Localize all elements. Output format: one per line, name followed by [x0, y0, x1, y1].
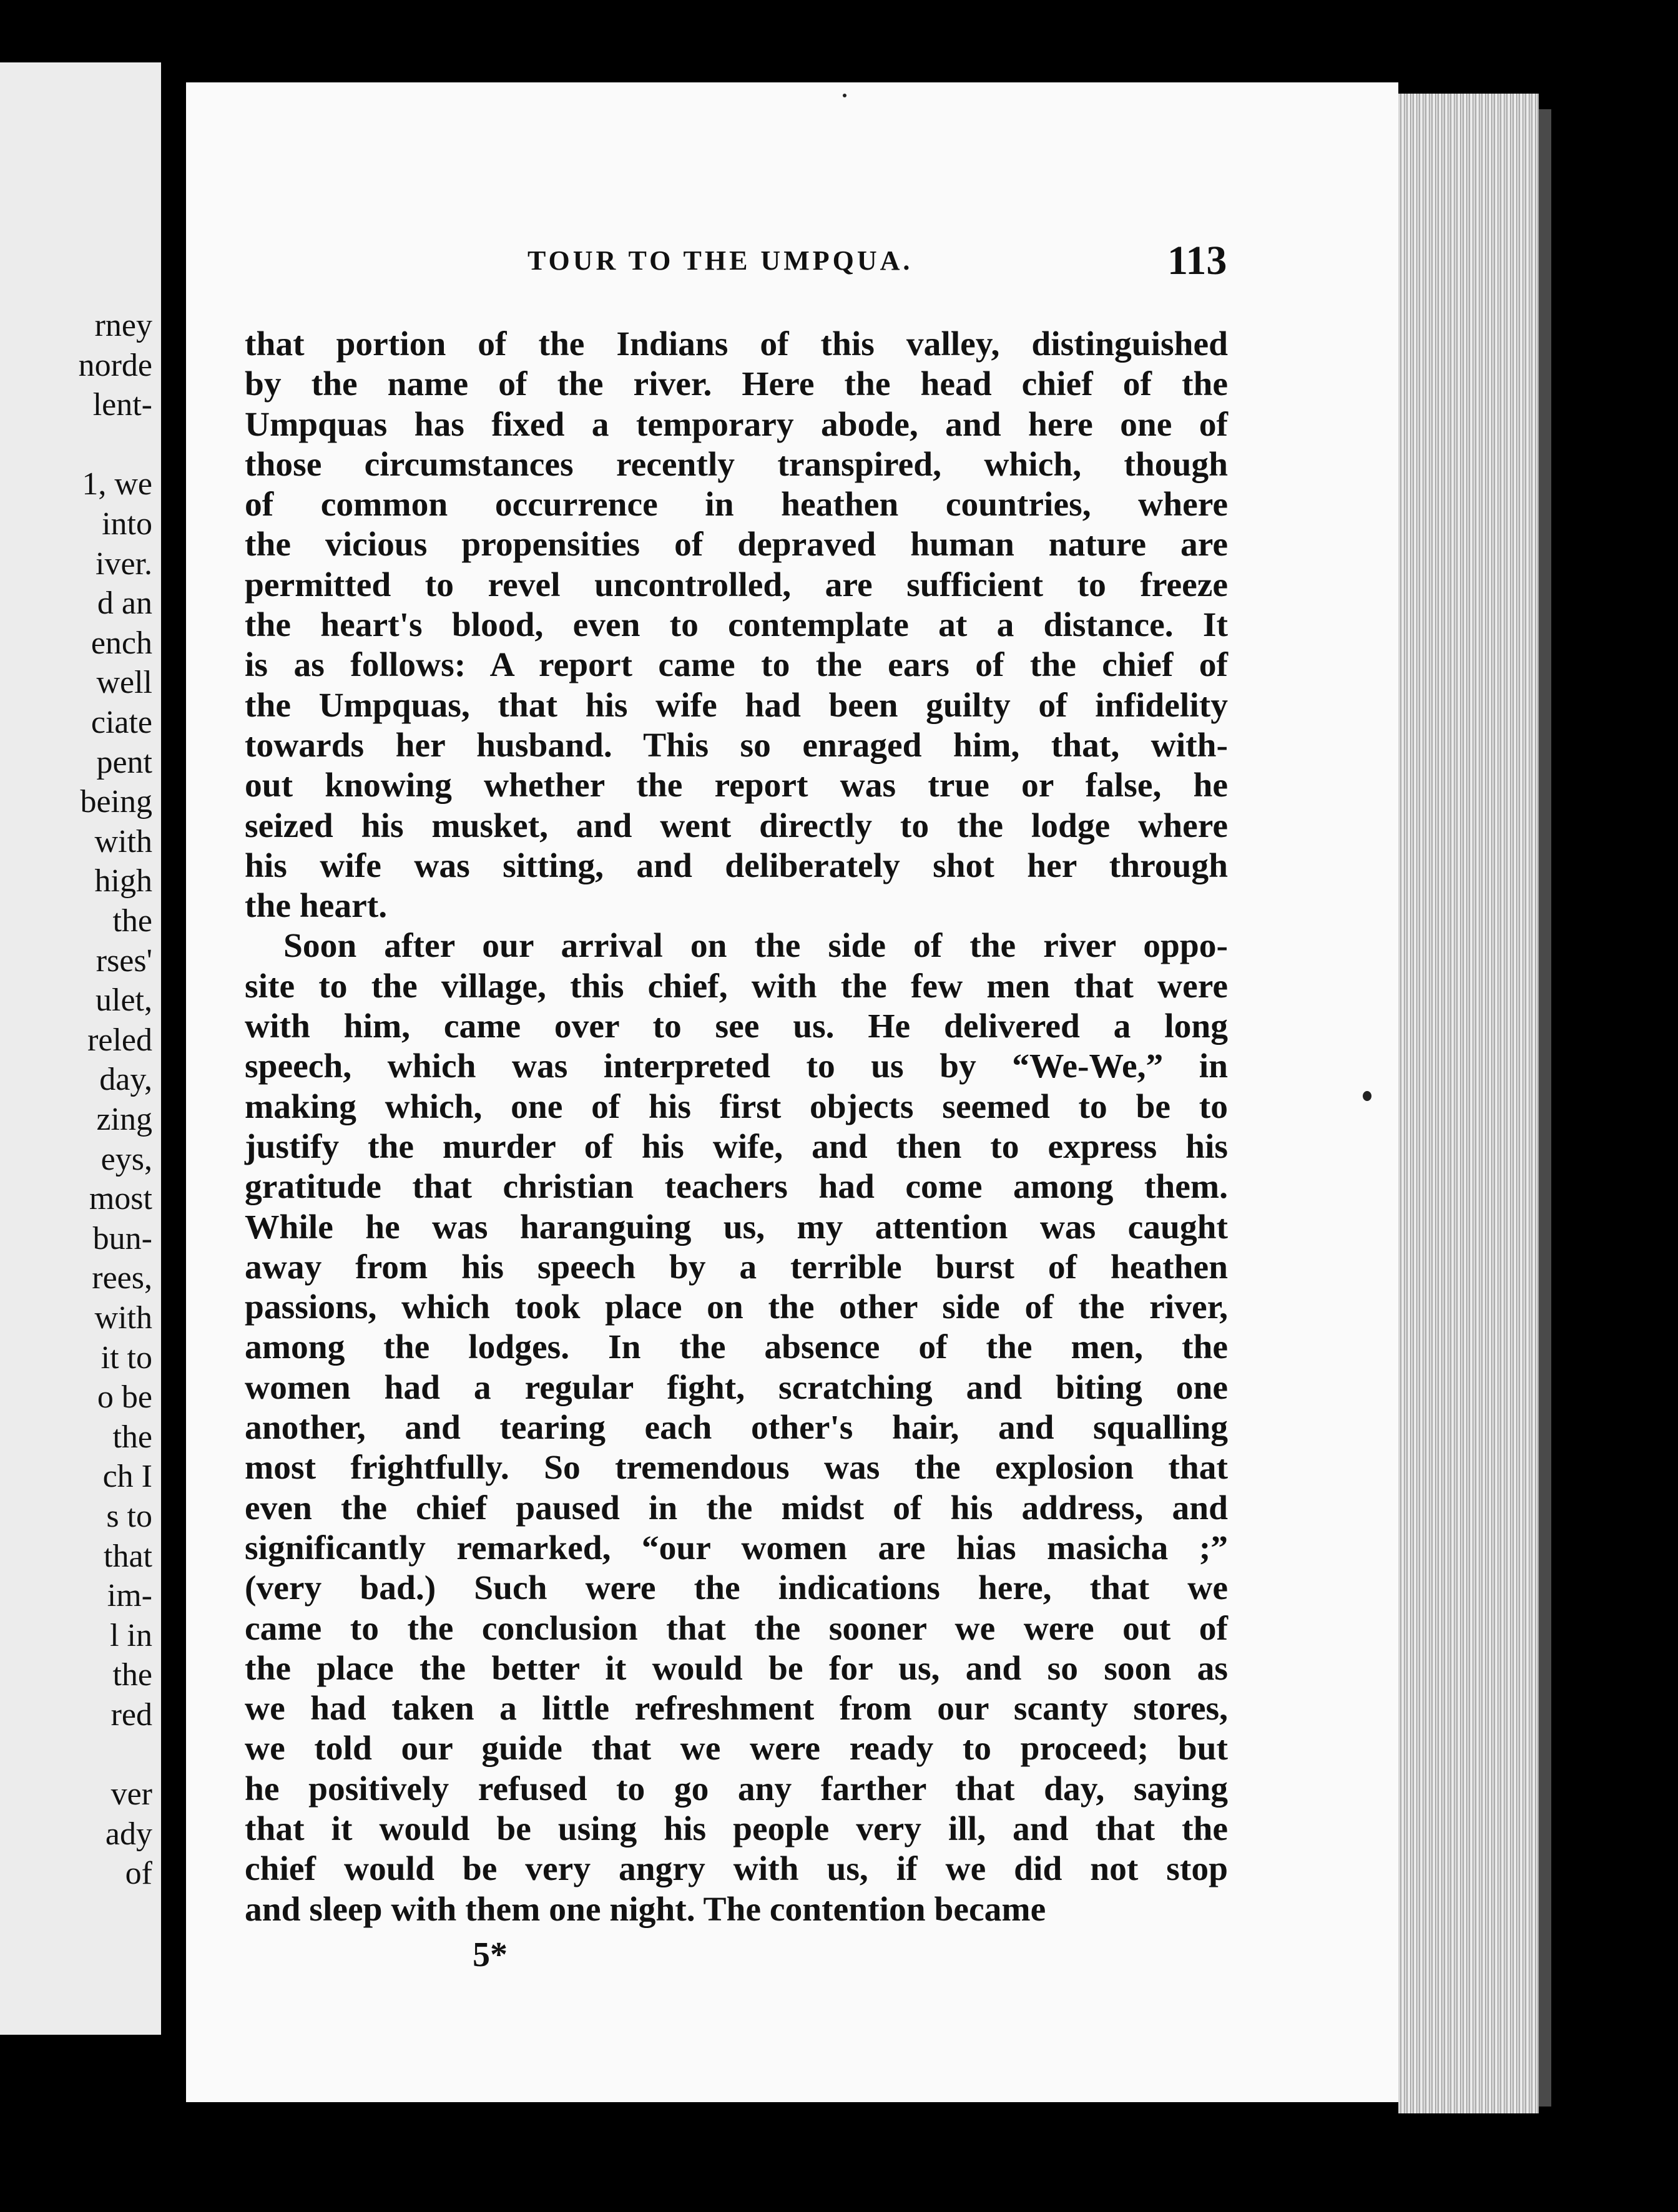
facing-page-line: ch I	[102, 1459, 152, 1495]
text-line: we told our guide that we were ready to proceed; but	[245, 1730, 1228, 1768]
text-line: Umpquas has fixed a temporary abode, and here one of	[245, 405, 1228, 444]
facing-page-line: of	[125, 1856, 152, 1892]
text-line: we had taken a little refreshment from our scanty stores,	[245, 1690, 1228, 1728]
text-line: passions, which took place on the other side of the river,	[245, 1288, 1228, 1327]
facing-page-line: o be	[97, 1379, 152, 1416]
facing-page-line: red	[110, 1697, 152, 1733]
text-line: seized his musket, and went directly to the lodge where	[245, 806, 1228, 845]
facing-page-line: ench	[91, 625, 152, 661]
ink-speck	[1363, 1091, 1371, 1101]
facing-page-line: ver	[110, 1776, 152, 1813]
text-line: even the chief paused in the midst of his address, and	[245, 1489, 1228, 1527]
facing-page	[0, 62, 161, 2035]
facing-page-line: day,	[99, 1062, 152, 1098]
text-line: that it would be using his people very ill, and that the	[245, 1809, 1228, 1848]
text-line: of common occurrence in heathen countries, where	[245, 486, 1228, 524]
text-line: out knowing whether the report was true or false, he	[245, 766, 1228, 805]
text-line: the heart.	[245, 887, 388, 926]
facing-page-line: d an	[97, 585, 152, 622]
text-line: came to the conclusion that the sooner we were out of	[245, 1609, 1228, 1648]
signature-mark: 5*	[473, 1936, 508, 1974]
text-line: among the lodges. In the absence of the men, the	[245, 1328, 1228, 1367]
text-line: While he was haranguing us, my attention was caught	[245, 1208, 1228, 1246]
facing-page-line: rees,	[92, 1260, 152, 1296]
facing-page-line: lent-	[92, 387, 152, 423]
page-edges	[1398, 94, 1539, 2113]
text-line: and sleep with them one night. The contention became	[245, 1890, 1046, 1929]
facing-page-line: the	[112, 1657, 152, 1693]
text-line: towards her husband. This so enraged him, that, with-	[245, 726, 1228, 765]
text-line: Soon after our arrival on the side of the river oppo-	[283, 927, 1228, 966]
facing-page-line: reled	[87, 1022, 152, 1058]
facing-page-line: rses'	[96, 942, 152, 979]
text-line: the heart's blood, even to contemplate at a distance. It	[245, 606, 1228, 645]
facing-page-line: zing	[96, 1102, 152, 1137]
facing-page-line: into	[102, 506, 152, 542]
facing-page-line: eys,	[101, 1141, 152, 1177]
facing-page-line: l in	[110, 1617, 152, 1653]
running-header: TOUR TO THE UMPQUA.	[527, 245, 913, 276]
page-number: 113	[1167, 238, 1227, 283]
text-line: site to the village, this chief, with the few men that were	[245, 967, 1228, 1006]
facing-page-line: ciate	[91, 705, 152, 740]
text-line: that portion of the Indians of this valley, distinguished	[245, 325, 1228, 363]
text-line: he positively refused to go any farther that day, saying	[245, 1769, 1228, 1808]
facing-page-line: with	[94, 823, 152, 859]
text-line: those circumstances recently transpired, which, though	[245, 445, 1228, 484]
facing-page-line: iver.	[96, 546, 152, 582]
text-line: justify the murder of his wife, and then to express his	[245, 1127, 1228, 1166]
text-line: is as follows: A report came to the ears of the chief of	[245, 646, 1228, 685]
text-line: his wife was sitting, and deliberately shot her through	[245, 846, 1228, 885]
text-line: by the name of the river. Here the head chief of the	[245, 365, 1228, 404]
text-line: speech, which was interpreted to us by “We-We,” in	[245, 1047, 1228, 1086]
facing-page-line: ulet,	[96, 982, 152, 1019]
text-line: with him, came over to see us. He delivered a long	[245, 1007, 1228, 1046]
text-line: (very bad.) Such were the indications here, that we	[245, 1569, 1228, 1608]
facing-page-line: s to	[106, 1499, 152, 1534]
text-line: significantly remarked, “our women are hias masicha ;”	[245, 1529, 1228, 1567]
facing-page-line: rney	[94, 308, 152, 343]
facing-page-line: 1, we	[82, 466, 152, 502]
text-line: permitted to revel uncontrolled, are sufficient to freeze	[245, 565, 1228, 604]
facing-page-line: being	[80, 784, 152, 820]
facing-page-line: high	[94, 863, 152, 899]
text-line: the Umpquas, that his wife had been guilty of infidelity	[245, 686, 1228, 725]
text-line: making which, one of his first objects seemed to be to	[245, 1087, 1228, 1126]
text-line: away from his speech by a terrible burst of heathen	[245, 1248, 1228, 1286]
text-line: gratitude that christian teachers had come among them.	[245, 1168, 1228, 1206]
body-text	[245, 325, 1228, 1930]
facing-page-line: most	[89, 1181, 152, 1217]
text-line: another, and tearing each other's hair, and squalling	[245, 1409, 1228, 1447]
text-line: chief would be very angry with us, if we did not stop	[245, 1850, 1228, 1889]
facing-page-line: with	[94, 1300, 152, 1336]
facing-page-line: bun-	[92, 1220, 152, 1256]
facing-page-line: the	[112, 1419, 152, 1455]
page-edge-shadow	[1539, 109, 1551, 2107]
facing-page-line: ady	[105, 1816, 152, 1852]
facing-page-line: well	[96, 665, 152, 701]
facing-page-line: the	[112, 903, 152, 939]
facing-page-line: that	[104, 1538, 152, 1574]
text-line: the vicious propensities of depraved human nature are	[245, 526, 1228, 564]
ink-speck	[843, 94, 846, 97]
text-line: women had a regular fight, scratching and biting one	[245, 1368, 1228, 1407]
facing-page-line: pent	[96, 744, 152, 780]
facing-page-line: im-	[107, 1578, 152, 1614]
facing-page-line: norde	[78, 347, 152, 383]
text-line: the place the better it would be for us, and so soon as	[245, 1649, 1228, 1688]
facing-page-line: it to	[101, 1339, 152, 1376]
text-line: most frightfully. So tremendous was the explosion that	[245, 1449, 1228, 1487]
